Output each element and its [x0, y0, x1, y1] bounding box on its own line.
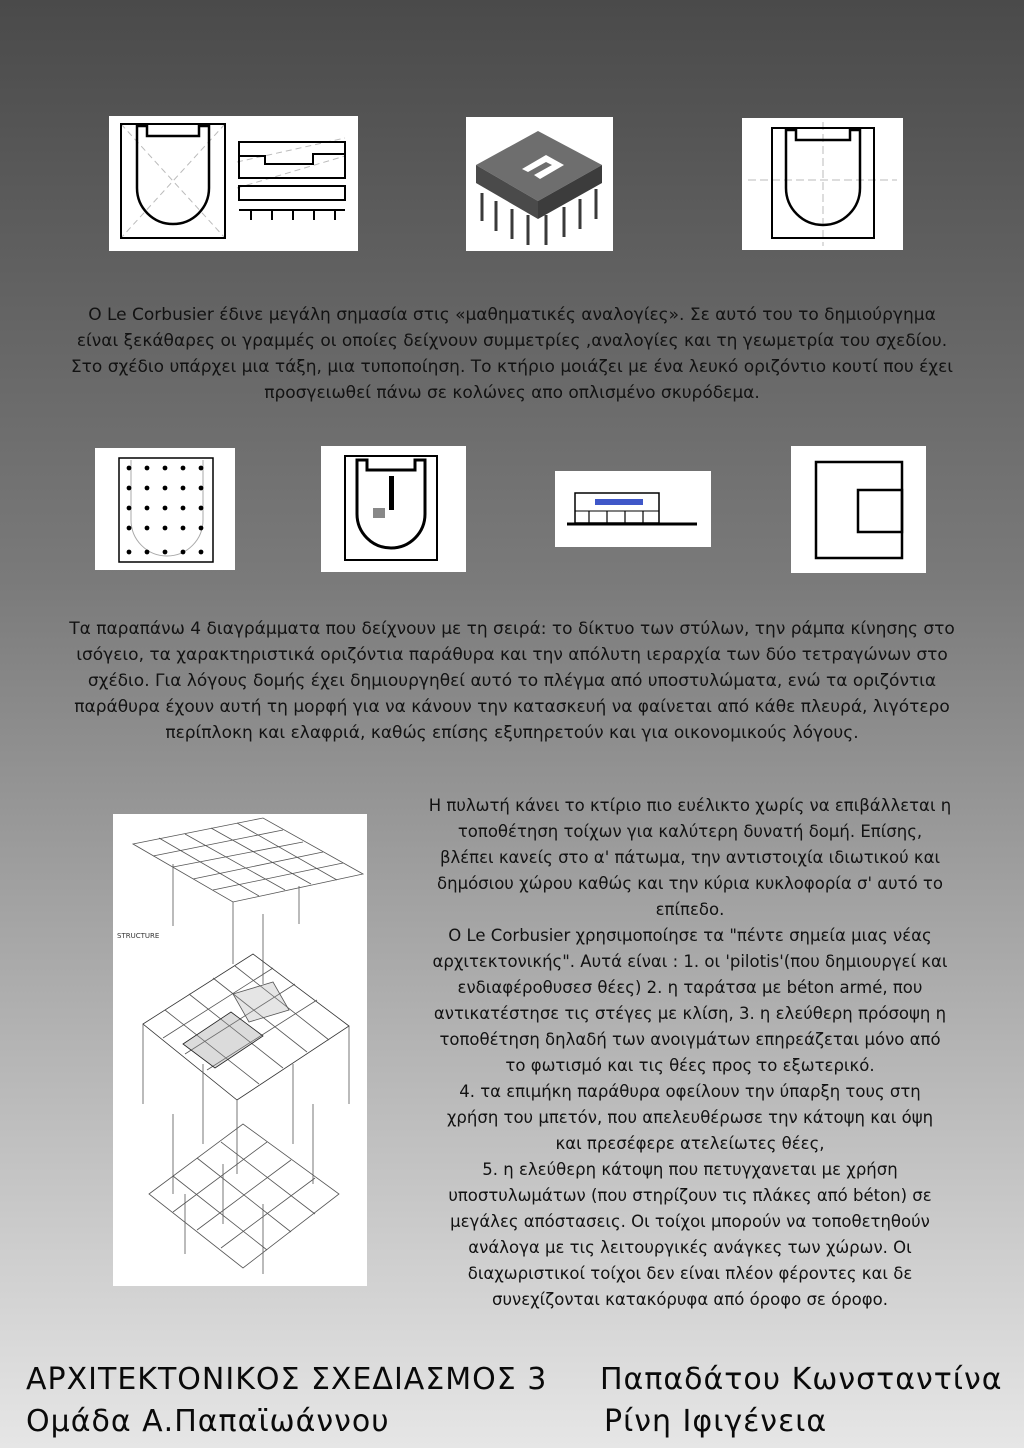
- text-line: ανάλογα με τις λειτουργικές ανάγκες των χώρων. Οι: [468, 1238, 912, 1257]
- column-dot: [145, 506, 150, 511]
- diagram-horizontal-windows: [555, 471, 711, 547]
- text-line: αρχιτεκτονικής". Αυτά είναι : 1. οι 'pilotis'(που δημιουργεί και: [432, 952, 948, 971]
- course-title: ΑΡΧΙΤΕΚΤΟΝΙΚΟΣ ΣΧΕΔΙΑΣΜΟΣ 3: [26, 1362, 548, 1397]
- text-line: το φωτισμό και τις θέες προς το εξωτερικό.: [505, 1056, 875, 1075]
- column-dot: [127, 526, 132, 531]
- column-dot: [127, 506, 132, 511]
- text-line: σχέδιο. Για λόγους δομής έχει δημιουργηθεί αυτό το πλέγμα από υποστυλώματα, ενώ τα οριζόντια: [87, 671, 937, 691]
- column-dot: [163, 466, 168, 471]
- column-dot: [199, 550, 204, 555]
- column-dot: [181, 550, 186, 555]
- five-points-paragraph: [380, 793, 1000, 1313]
- text-line: Τα παραπάνω 4 διαγράμματα που δείχνουν με τη σειρά: το δίκτυο των στύλων, την ράμπα κίνησης στο: [69, 619, 955, 639]
- column-dot: [181, 526, 186, 531]
- text-line: και πρεσέφερε ατελείωτες θέες,: [555, 1134, 825, 1153]
- column-dot: [181, 466, 186, 471]
- intro-paragraph: [20, 302, 1004, 406]
- diagram-column-grid: [95, 448, 235, 570]
- text-line: 4. τα επιμήκη παράθυρα οφείλουν την ύπαρξη τους στη: [459, 1082, 921, 1101]
- text-line: βλέπει κανείς στο α' πάτωμα, την αντιστοιχία ιδιωτικού και: [439, 848, 941, 867]
- author-1: Παπαδάτου Κωνσταντίνα: [600, 1362, 1003, 1397]
- text-line: Ο Le Corbusier χρησιμοποίησε τα "πέντε σημεία μιας νέας: [448, 926, 932, 945]
- group-name: Ομάδα Α.Παπαϊωάννου: [26, 1404, 390, 1439]
- text-line: συνεχίζονται κατακόρυφα από όροφο σε όροφο.: [492, 1290, 888, 1309]
- column-dot: [145, 526, 150, 531]
- text-line: επίπεδο.: [655, 900, 725, 919]
- column-dot: [199, 486, 204, 491]
- column-dot: [145, 550, 150, 555]
- sketch-label: STRUCTURE: [117, 932, 160, 940]
- text-line: 5. η ελεύθερη κάτοψη που πετυγχανεται με χρήση: [482, 1160, 898, 1179]
- text-line: Ο Le Corbusier έδινε μεγάλη σημασία στις «μαθηματικές αναλογίες». Σε αυτό του το δημιούργημα: [88, 305, 936, 325]
- text-line: προσγειωθεί πάνω σε κολώνες απο οπλισμένο σκυρόδεμα.: [264, 383, 760, 403]
- diagram-two-squares: [791, 446, 926, 573]
- text-line: χρήση του μπετόν, που απελευθέρωσε την κάτοψη και όψη: [446, 1108, 934, 1127]
- column-dot: [163, 486, 168, 491]
- text-line: αντικατέστησε τις στέγες με κλίση, 3. η ελεύθερη πρόσοψη η: [433, 1004, 947, 1023]
- column-dot: [127, 466, 132, 471]
- column-dot: [181, 506, 186, 511]
- column-dot: [163, 506, 168, 511]
- column-dot: [145, 486, 150, 491]
- text-line: ενδιαφέροθυσεσ θέες) 2. η ταράτσα με béton armé, που: [457, 978, 923, 997]
- diagram-axonometric-box: [466, 117, 613, 251]
- text-line: Η πυλωτή κάνει το κτίριο πιο ευέλικτο χωρίς να επιβάλλεται η: [428, 796, 952, 815]
- column-dot: [181, 486, 186, 491]
- column-dot: [127, 550, 132, 555]
- diagram-plan-axes: [742, 118, 903, 250]
- text-line: περίπλοκη και ελαφριά, καθώς επίσης εξυπηρετούν και για οικονομικούς λόγους.: [165, 723, 859, 743]
- text-line: διαχωριστικοί τοίχοι δεν είναι πλέον φέροντες και δε: [467, 1264, 913, 1283]
- column-dot: [199, 506, 204, 511]
- column-dot: [163, 550, 168, 555]
- text-line: δημόσιου χώρου καθώς και την κύρια κυκλοφορία σ' αυτό το: [437, 874, 943, 893]
- diagram-ramp: [321, 446, 466, 572]
- text-line: τοποθέτηση δηλαδή των ανοιγμάτων επηρεάζεται μόνο από: [439, 1030, 941, 1049]
- column-dot: [145, 466, 150, 471]
- exploded-axonometric-sketch: [113, 814, 367, 1286]
- text-line: Στο σχέδιο υπάρχει μια τάξη, μια τυποποίηση. Το κτήριο μοιάζει με ένα λευκό οριζόντιο κουτί που έχει: [70, 357, 954, 377]
- text-line: τοποθέτηση τοίχων για καλύτερη δυνατή δομή. Επίσης,: [457, 822, 923, 841]
- text-line: παράθυρα έχουν αυτή τη μορφή για να κάνουν την κατασκευή να φαίνεται από κάθε πλευρά, λιγότερο: [74, 697, 950, 717]
- text-line: είναι ξεκάθαρες οι γραμμές οι οποίες δείχνουν συμμετρίες ,αναλογίες και τη γεωμετρία του σχεδίου.: [76, 331, 948, 351]
- column-dot: [163, 526, 168, 531]
- diagrams-paragraph: [20, 616, 1004, 746]
- text-line: υποστυλωμάτων (που στηρίζουν τις πλάκες από béton) σε: [448, 1186, 932, 1205]
- author-2: Ρίνη Ιφιγένεια: [604, 1404, 828, 1439]
- column-dot: [127, 486, 132, 491]
- text-line: μεγάλες απόστασεις. Οι τοίχοι μπορούν να τοποθετηθούν: [450, 1212, 930, 1231]
- diagram-plan-proportions: [109, 116, 358, 251]
- column-dot: [199, 466, 204, 471]
- column-dot: [199, 526, 204, 531]
- text-line: ισόγειο, τα χαρακτηριστικά οριζόντια παράθυρα και την απόλυτη ιεραρχία των δύο τετραγώνων στο: [76, 645, 948, 665]
